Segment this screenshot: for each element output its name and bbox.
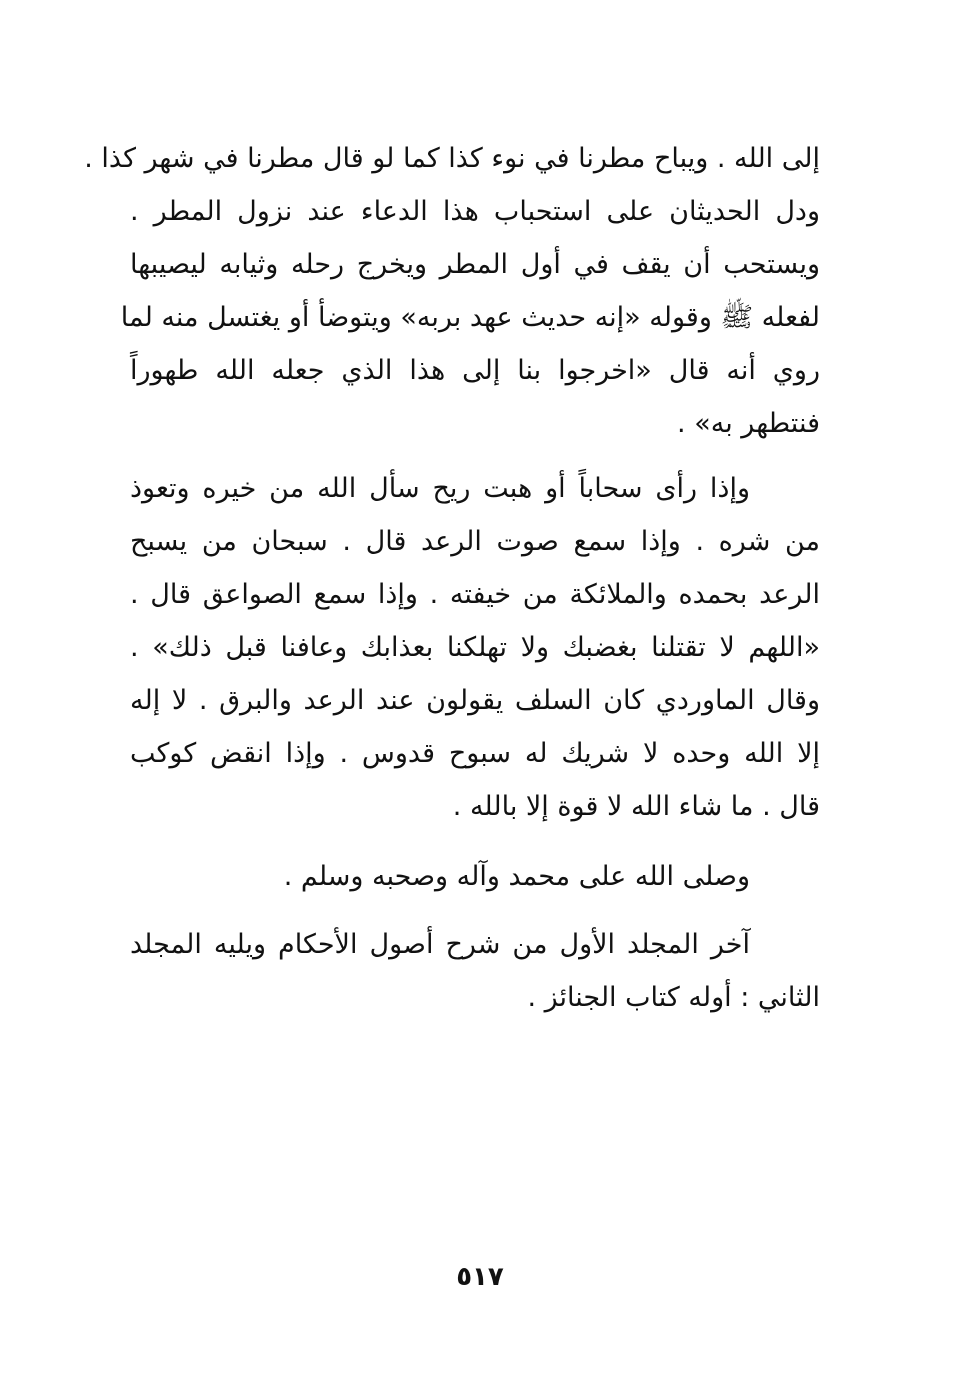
paragraph-volume-end-note	[130, 918, 820, 1024]
text-line: لفعله ﷺ وقوله «إنه حديث عهد بربه» ويتوضأ أو يغتسل منه لما	[120, 302, 820, 333]
text-line: من شره . وإذا سمع صوت الرعد قال . سبحان من يسبح	[130, 526, 820, 557]
text-line: الرعد بحمده والملائكة من خيفته . وإذا سمع الصواعق قال .	[130, 579, 820, 610]
text-line: آخر المجلد الأول من شرح أصول الأحكام ويليه المجلد	[130, 929, 750, 960]
text-line: إلا الله وحده لا شريك له سبوح قدوس . وإذا انقض كوكب	[130, 738, 820, 769]
text-line: وإذا رأى سحاباً أو هبت ريح سأل الله من خيره وتعوذ	[130, 473, 750, 504]
text-line: «اللهم لا تقتلنا بغضبك ولا تهلكنا بعذابك وعافنا قبل ذلك» .	[130, 632, 820, 663]
text-line: روي أنه قال «اخرجوا بنا إلى هذا الذي جعله الله طهوراً	[130, 355, 820, 386]
paragraph-thunder-rulings	[130, 462, 820, 833]
text-line: فنتطهر به» .	[677, 408, 820, 439]
text-line: وصلى الله على محمد وآله وصحبه وسلم .	[283, 861, 750, 892]
text-line: ودل الحديثان على استحباب هذا الدعاء عند نزول المطر .	[130, 196, 820, 227]
page-number: ٥١٧	[456, 1262, 504, 1292]
text-line: قال . ما شاء الله لا قوة إلا بالله .	[452, 791, 820, 822]
paragraph-closing-prayer	[130, 850, 820, 903]
text-line: الثاني : أوله كتاب الجنائز .	[527, 982, 820, 1013]
text-line: ويستحب أن يقف في أول المطر ويخرج رحله وثيابه ليصيبها	[130, 249, 820, 280]
paragraph-rain-rulings	[84, 132, 820, 450]
text-line: إلى الله . ويباح مطرنا في نوء كذا كما لو قال مطرنا في شهر كذا .	[84, 143, 820, 174]
text-line: وقال الماوردي كان السلف يقولون عند الرعد والبرق . لا إله	[130, 685, 820, 716]
